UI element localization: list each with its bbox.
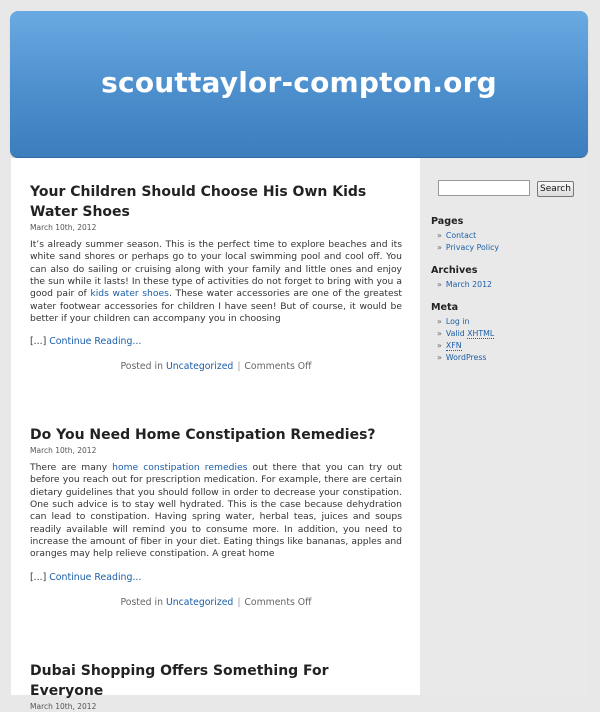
- ellipsis: [...]: [30, 336, 47, 348]
- arrow-icon: »: [437, 341, 442, 350]
- post: [30, 425, 402, 608]
- post-text: There are many: [30, 462, 113, 473]
- continue-reading-link[interactable]: Continue Reading...: [49, 336, 142, 348]
- valid-xhtml-link[interactable]: [446, 329, 494, 339]
- main-content: [11, 158, 420, 711]
- read-more: [30, 572, 402, 583]
- wordpress-link[interactable]: WordPress: [445, 353, 487, 362]
- read-more: [30, 336, 402, 347]
- inline-link[interactable]: kids water shoes: [90, 288, 169, 300]
- posted-in-label: Posted in: [120, 361, 163, 373]
- meta-separator: |: [237, 361, 241, 373]
- widget-heading: Pages: [431, 216, 464, 227]
- list-item: [431, 328, 581, 340]
- post-excerpt: [30, 462, 402, 561]
- search-button[interactable]: Search: [537, 181, 574, 197]
- category-link[interactable]: Uncategorized: [165, 361, 234, 373]
- list-item: [431, 230, 581, 242]
- inline-link[interactable]: home constipation remedies: [112, 462, 248, 473]
- arrow-icon: »: [437, 243, 442, 252]
- list-item: [431, 279, 581, 291]
- site-title-link[interactable]: scouttaylor-compton.org: [101, 66, 497, 99]
- arrow-icon: »: [437, 231, 442, 240]
- posted-in-label: Posted in: [120, 596, 163, 608]
- post-meta: [30, 597, 402, 608]
- post-meta: [30, 361, 402, 372]
- post-text: out there that you can try out before you reach out for prescription medication. For example, there are certain dietary guidelines that you should follow in order to decrease your constipation. One such advice is to stay well hydrated. This is the case because dehydration can lead to constipation. Having spring water, herbal teas, juices and soups readily available will remind you to consume more. In addition, you need to increase the amount of fiber in your diet. Eating things like bananas, apples and oranges may help relieve constipation. A great home: [30, 462, 403, 560]
- list-item: [431, 316, 581, 328]
- post-date: March 10th, 2012: [30, 702, 97, 711]
- list-item: [431, 352, 581, 364]
- valid-prefix: Valid: [445, 329, 465, 338]
- post-text: . These water accessories are one of the greatest water footwear accessories for children I have seen! But of course, it would be better if your children can accompany you in choosing: [30, 288, 402, 325]
- page-link-privacy-policy[interactable]: Privacy Policy: [445, 243, 500, 252]
- ellipsis: [...]: [30, 571, 47, 583]
- sidebar: [420, 158, 588, 695]
- post-title-link[interactable]: Your Children Should Choose His Own Kids Water Shoes: [30, 184, 367, 220]
- meta-widget: [431, 302, 581, 364]
- arrow-icon: »: [437, 280, 442, 289]
- page-link-contact[interactable]: Contact: [445, 231, 477, 240]
- list-item: [431, 340, 581, 352]
- arrow-icon: »: [437, 329, 442, 338]
- widget-heading: Archives: [431, 265, 478, 276]
- meta-separator: |: [237, 596, 241, 608]
- site-header: [10, 11, 588, 158]
- post-text: It’s already summer season. This is the perfect time to explore beaches and its white sand shores or perhaps go to your local swimming pool and cool off. You can also do sailing or cruising along with your family and little ones and enjoy the sun while it lasts! In these type of activities do not forget to bring with you a good pair of: [30, 239, 402, 300]
- comments-status: Comments Off: [244, 361, 312, 373]
- post-title-link[interactable]: Dubai Shopping Offers Something For Everyone: [30, 663, 329, 699]
- archive-link-march-2012[interactable]: March 2012: [445, 280, 492, 289]
- search-input[interactable]: [438, 180, 530, 196]
- widget-heading: Meta: [431, 302, 459, 313]
- post-title-link[interactable]: Do You Need Home Constipation Remedies?: [30, 427, 376, 443]
- post-date: March 10th, 2012: [30, 223, 97, 232]
- xfn-abbr: XFN: [445, 341, 462, 350]
- pages-widget: [431, 216, 581, 254]
- login-link[interactable]: Log in: [445, 317, 470, 326]
- post-date: March 10th, 2012: [30, 446, 97, 455]
- continue-reading-link[interactable]: Continue Reading...: [49, 571, 142, 583]
- post: [30, 182, 402, 372]
- post-excerpt: [30, 239, 402, 325]
- comments-status: Comments Off: [244, 596, 312, 608]
- xhtml-abbr: XHTML: [467, 329, 495, 338]
- list-item: [431, 242, 581, 254]
- arrow-icon: »: [437, 317, 442, 326]
- arrow-icon: »: [437, 353, 442, 362]
- post: [30, 661, 402, 712]
- archives-widget: [431, 265, 581, 291]
- category-link[interactable]: Uncategorized: [165, 596, 234, 608]
- xfn-link[interactable]: [446, 341, 462, 351]
